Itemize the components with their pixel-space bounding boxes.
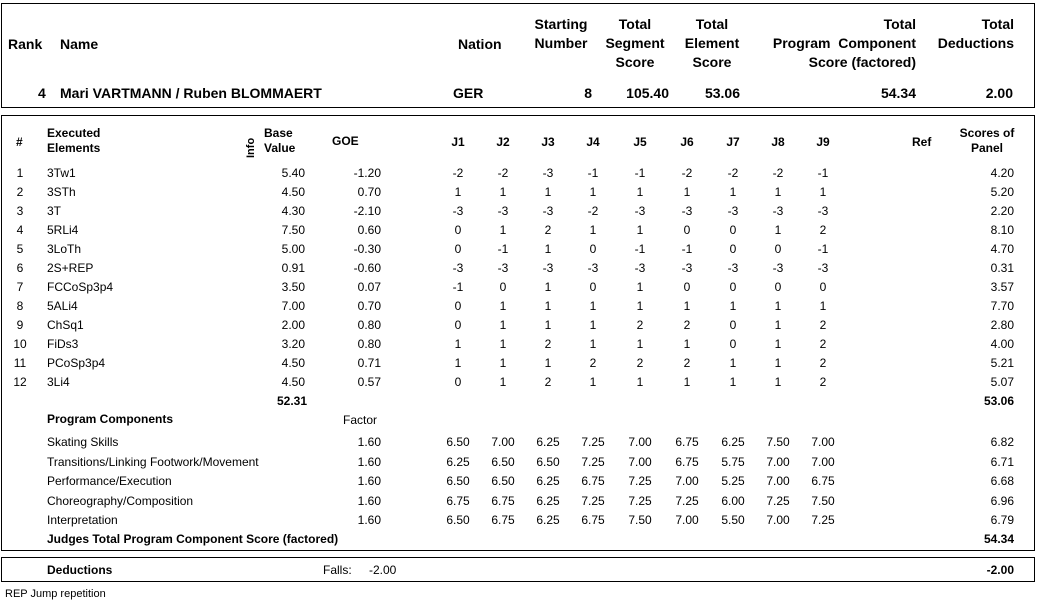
element-panel: 2.20	[990, 204, 1014, 218]
element-goe: -0.30	[353, 242, 381, 256]
pc-panel: 6.82	[990, 435, 1014, 449]
pc-judge-4: 7.25	[581, 493, 605, 508]
element-num: 10	[13, 337, 27, 351]
element-judge-7: 1	[729, 185, 737, 199]
element-judge-7: -3	[727, 261, 739, 275]
element-judge-2: -3	[497, 204, 509, 218]
pc-row	[0, 471, 1033, 491]
element-judge-1: -2	[452, 166, 464, 180]
element-base: 4.50	[281, 185, 305, 199]
element-name: 3Li4	[47, 375, 70, 389]
element-judge-8: 0	[774, 242, 782, 256]
element-row	[0, 278, 1033, 297]
pc-judge-7: 6.00	[721, 493, 745, 508]
judges-total-label: Judges Total Program Component Score (factored)	[47, 532, 339, 546]
element-name: 5RLi4	[47, 223, 79, 237]
element-name: 3T	[47, 204, 62, 218]
element-judge-8: -3	[772, 204, 784, 218]
element-name: 3LoTh	[47, 242, 82, 256]
pc-row	[0, 510, 1033, 530]
element-judge-1: -1	[452, 280, 464, 294]
total-segment-label: Total Segment Score	[605, 16, 665, 70]
element-judge-4: 1	[589, 337, 597, 351]
element-base: 4.30	[281, 204, 305, 218]
element-row	[0, 373, 1033, 392]
pc-judge-7: 6.25	[721, 435, 745, 449]
pc-judge-1: 6.50	[446, 474, 470, 488]
falls-label: Falls:	[323, 563, 352, 577]
element-judge-2: -2	[497, 166, 509, 180]
element-judge-7: 1	[729, 375, 737, 389]
element-judge-9: -1	[817, 242, 829, 256]
num-header: #	[16, 135, 23, 149]
element-goe: -0.60	[353, 261, 381, 275]
pc-judge-5: 7.25	[628, 493, 652, 508]
element-judge-6: 1	[683, 337, 691, 351]
element-judge-9: 1	[819, 299, 827, 313]
pc-judge-3: 6.25	[536, 474, 560, 488]
deductions-box	[1, 557, 1035, 582]
element-judge-1: 0	[454, 242, 462, 256]
element-panel: 7.70	[990, 299, 1014, 313]
goe-header: GOE	[332, 134, 359, 148]
element-base: 4.50	[281, 375, 305, 389]
element-num: 11	[13, 356, 27, 370]
element-judge-6: 2	[683, 356, 691, 370]
element-base: 3.20	[281, 337, 305, 351]
pc-row	[0, 491, 1033, 511]
element-judge-6: -3	[681, 204, 693, 218]
element-num: 8	[16, 299, 24, 313]
deductions-total: -2.00	[986, 563, 1014, 577]
pc-factor: 1.60	[357, 493, 381, 508]
judge-header-2: J2	[496, 135, 510, 149]
pc-judge-9: 7.50	[811, 493, 835, 508]
pc-judge-2: 6.75	[491, 513, 515, 527]
pc-judge-8: 7.00	[766, 513, 790, 527]
pc-row	[0, 432, 1033, 452]
deductions-label: Deductions	[47, 563, 113, 577]
pc-judge-8: 7.00	[766, 454, 790, 469]
pc-judge-2: 7.00	[491, 435, 515, 449]
element-goe: -2.10	[353, 204, 381, 218]
element-judge-4: 1	[589, 223, 597, 237]
scores-of-panel-header: Scores of Panel	[959, 126, 1015, 155]
element-base: 7.00	[281, 299, 305, 313]
element-name: FiDs3	[47, 337, 79, 351]
element-goe: 0.70	[357, 185, 381, 199]
element-judge-5: -1	[634, 166, 646, 180]
element-judge-3: 1	[544, 242, 552, 256]
element-goe: 0.71	[357, 356, 381, 370]
element-goe: 0.80	[357, 337, 381, 351]
pc-factor: 1.60	[357, 435, 381, 449]
pc-judge-5: 7.00	[628, 435, 652, 449]
element-judge-1: 0	[454, 375, 462, 389]
base-value-header: Base Value	[264, 126, 296, 155]
element-judge-9: 2	[819, 337, 827, 351]
pc-factor: 1.60	[357, 513, 381, 527]
element-judge-6: 2	[683, 318, 691, 332]
footnote: REP Jump repetition	[5, 588, 106, 600]
pc-judge-8: 7.00	[766, 474, 790, 488]
element-judge-9: 2	[819, 356, 827, 370]
element-judge-9: -3	[817, 204, 829, 218]
element-goe: 0.57	[357, 375, 381, 389]
element-judge-5: 1	[636, 299, 644, 313]
pc-judge-9: 7.25	[811, 513, 835, 527]
pc-judge-5: 7.25	[628, 474, 652, 488]
element-judge-1: 1	[454, 185, 462, 199]
element-judge-6: 1	[683, 185, 691, 199]
element-base: 5.00	[281, 242, 305, 256]
pc-judge-7: 5.25	[721, 474, 745, 488]
element-panel: 5.21	[990, 356, 1014, 370]
element-num: 6	[16, 261, 24, 275]
element-panel: 4.70	[990, 242, 1014, 256]
pc-judge-6: 6.75	[675, 454, 699, 469]
element-panel: 5.20	[990, 185, 1014, 199]
element-judge-4: 1	[589, 299, 597, 313]
element-judge-4: 0	[589, 242, 597, 256]
element-judge-5: -3	[634, 261, 646, 275]
element-judge-4: 0	[589, 280, 597, 294]
element-judge-4: 2	[589, 356, 597, 370]
element-judge-6: 0	[683, 223, 691, 237]
element-judge-2: 1	[499, 223, 507, 237]
element-name: FCCoSp3p4	[47, 280, 114, 294]
element-base: 7.50	[281, 223, 305, 237]
total-deductions-label: Total Deductions	[937, 16, 1014, 51]
pc-judge-6: 7.25	[675, 493, 699, 508]
element-judge-5: 2	[636, 318, 644, 332]
pc-judge-2: 6.75	[491, 493, 515, 508]
skater-rank: 4	[38, 85, 46, 101]
nation-label: Nation	[458, 36, 502, 52]
element-judge-5: -1	[634, 242, 646, 256]
judge-header-9: J9	[816, 135, 830, 149]
judge-header-5: J5	[633, 135, 647, 149]
element-judge-6: 0	[683, 280, 691, 294]
element-judge-9: 2	[819, 318, 827, 332]
element-judge-6: -2	[681, 166, 693, 180]
skater-total-element: 53.06	[704, 85, 740, 101]
element-judge-7: -2	[727, 166, 739, 180]
element-judge-9: 2	[819, 375, 827, 389]
judge-header-6: J6	[680, 135, 694, 149]
element-num: 3	[16, 204, 24, 218]
element-judge-5: 1	[636, 280, 644, 294]
judge-header-8: J8	[771, 135, 785, 149]
element-judge-2: -1	[497, 242, 509, 256]
judges-total-value: 54.34	[983, 532, 1014, 546]
element-judge-3: 1	[544, 280, 552, 294]
element-judge-8: 1	[774, 223, 782, 237]
element-num: 4	[16, 223, 24, 237]
element-judge-4: -3	[587, 261, 599, 275]
element-judge-8: 1	[774, 318, 782, 332]
element-judge-2: 0	[499, 280, 507, 294]
element-judge-7: 0	[729, 280, 737, 294]
element-judge-2: 1	[499, 375, 507, 389]
element-base: 4.50	[281, 356, 305, 370]
pc-judge-6: 7.00	[675, 474, 699, 488]
pc-judge-9: 7.00	[811, 454, 835, 469]
pc-name: Performance/Execution	[47, 474, 172, 488]
element-judge-8: 1	[774, 337, 782, 351]
element-base: 0.91	[281, 261, 305, 275]
falls-value: -2.00	[369, 563, 397, 577]
element-panel: 4.00	[990, 337, 1014, 351]
element-goe: 0.60	[357, 223, 381, 237]
element-row	[0, 183, 1033, 202]
element-panel: 5.07	[990, 375, 1014, 389]
pc-factor: 1.60	[357, 474, 381, 488]
pc-panel: 6.96	[990, 493, 1014, 508]
rank-label: Rank	[8, 36, 43, 52]
total-element-label: Total Element Score	[684, 16, 740, 70]
element-judge-5: 2	[636, 356, 644, 370]
element-panel: 4.20	[990, 166, 1014, 180]
starting-number-label: Starting Number	[534, 16, 588, 51]
judge-header-4: J4	[586, 135, 600, 149]
pc-panel: 6.71	[990, 454, 1014, 469]
info-header: Info	[245, 137, 257, 158]
element-row	[0, 221, 1033, 240]
element-name: ChSq1	[47, 318, 84, 332]
element-judge-4: -1	[587, 166, 599, 180]
element-judge-3: -3	[542, 166, 554, 180]
skater-total-pcs: 54.34	[880, 85, 916, 101]
element-judge-2: 1	[499, 318, 507, 332]
pc-judge-9: 7.00	[811, 435, 835, 449]
element-row	[0, 354, 1033, 373]
element-judge-6: 1	[683, 299, 691, 313]
skater-starting-number: 8	[584, 85, 592, 101]
element-judge-5: 1	[636, 223, 644, 237]
executed-elements-header: Executed Elements	[47, 126, 101, 155]
element-judge-8: 1	[774, 185, 782, 199]
element-row	[0, 297, 1033, 316]
program-components-title: Program Components	[47, 412, 174, 426]
pc-name: Skating Skills	[47, 435, 119, 449]
pc-judge-8: 7.50	[766, 435, 790, 449]
element-judge-8: 0	[774, 280, 782, 294]
element-judge-2: 1	[499, 356, 507, 370]
element-judge-8: -2	[772, 166, 784, 180]
element-base: 2.00	[281, 318, 305, 332]
element-judge-7: 0	[729, 318, 737, 332]
element-judge-5: 1	[636, 185, 644, 199]
pc-judge-8: 7.25	[766, 493, 790, 508]
pc-name: Choreography/Composition	[47, 493, 194, 508]
element-judge-1: -3	[452, 204, 464, 218]
element-panel: 8.10	[990, 223, 1014, 237]
pc-judge-3: 6.25	[536, 513, 560, 527]
element-name: 3STh	[47, 185, 76, 199]
pc-factor: 1.60	[357, 454, 381, 469]
element-judge-6: -3	[681, 261, 693, 275]
pc-judge-3: 6.25	[536, 493, 560, 508]
element-goe: -1.20	[353, 166, 381, 180]
element-base: 3.50	[281, 280, 305, 294]
element-row	[0, 240, 1033, 259]
pc-panel: 6.79	[990, 513, 1014, 527]
total-pcs-label: Total Program Component Score (factored)	[772, 16, 916, 70]
element-panel: 0.31	[990, 261, 1014, 275]
element-name: 2S+REP	[47, 261, 94, 275]
pc-judge-3: 6.25	[536, 435, 560, 449]
element-row	[0, 316, 1033, 335]
element-name: 5ALi4	[47, 299, 78, 313]
pc-judge-3: 6.50	[536, 454, 560, 469]
element-judge-3: -3	[542, 204, 554, 218]
element-judge-8: 1	[774, 375, 782, 389]
panel-total: 53.06	[983, 394, 1014, 408]
pc-judge-1: 6.50	[446, 435, 470, 449]
pc-judge-2: 6.50	[491, 454, 515, 469]
element-judge-9: -3	[817, 261, 829, 275]
pc-judge-1: 6.75	[446, 493, 470, 508]
pc-judge-1: 6.50	[446, 513, 470, 527]
element-judge-8: 1	[774, 299, 782, 313]
element-judge-1: 0	[454, 223, 462, 237]
element-goe: 0.07	[357, 280, 381, 294]
element-num: 1	[16, 166, 24, 180]
element-judge-7: 1	[729, 299, 737, 313]
element-judge-5: 1	[636, 337, 644, 351]
element-judge-4: 1	[589, 318, 597, 332]
element-judge-8: 1	[774, 356, 782, 370]
element-panel: 3.57	[990, 280, 1014, 294]
element-judge-2: 1	[499, 185, 507, 199]
pc-row	[0, 452, 1033, 472]
element-judge-3: 1	[544, 299, 552, 313]
skater-total-segment: 105.40	[626, 85, 669, 101]
element-num: 2	[16, 185, 24, 199]
skater-nation: GER	[453, 85, 484, 101]
element-judge-2: -3	[497, 261, 509, 275]
element-judge-7: 1	[729, 356, 737, 370]
element-judge-8: -3	[772, 261, 784, 275]
pc-judge-1: 6.25	[446, 454, 470, 469]
element-judge-7: -3	[727, 204, 739, 218]
element-judge-9: 0	[819, 280, 827, 294]
element-judge-5: 1	[636, 375, 644, 389]
element-judge-3: 1	[544, 356, 552, 370]
element-judge-7: 0	[729, 337, 737, 351]
factor-label: Factor	[343, 413, 378, 427]
element-name: PCoSp3p4	[47, 356, 106, 370]
element-base: 5.40	[281, 166, 305, 180]
pc-judge-7: 5.75	[721, 454, 745, 469]
base-total: 52.31	[276, 394, 307, 408]
element-judge-6: 1	[683, 375, 691, 389]
element-goe: 0.70	[357, 299, 381, 313]
pc-judge-4: 6.75	[581, 474, 605, 488]
element-judge-9: 1	[819, 185, 827, 199]
element-judge-9: 2	[819, 223, 827, 237]
element-num: 7	[16, 280, 24, 294]
ref-header: Ref	[912, 135, 932, 149]
pc-judge-6: 7.00	[675, 513, 699, 527]
pc-judge-7: 5.50	[721, 513, 745, 527]
pc-name: Interpretation	[47, 513, 118, 527]
judge-header-3: J3	[541, 135, 555, 149]
pc-judge-2: 6.50	[491, 474, 515, 488]
pc-judge-4: 6.75	[581, 513, 605, 527]
judge-header-1: J1	[451, 135, 465, 149]
pc-judge-9: 6.75	[811, 474, 835, 488]
element-row	[0, 164, 1033, 183]
element-judge-1: 0	[454, 318, 462, 332]
skater-name: Mari VARTMANN / Ruben BLOMMAERT	[60, 85, 322, 101]
element-judge-6: -1	[681, 242, 693, 256]
pc-judge-6: 6.75	[675, 435, 699, 449]
element-judge-7: 0	[729, 223, 737, 237]
element-judge-2: 1	[499, 337, 507, 351]
element-judge-1: 1	[454, 356, 462, 370]
element-num: 12	[13, 375, 27, 389]
judge-header-7: J7	[726, 135, 740, 149]
element-judge-7: 0	[729, 242, 737, 256]
pc-panel: 6.68	[990, 474, 1014, 488]
element-judge-4: -2	[587, 204, 599, 218]
element-row	[0, 335, 1033, 354]
pc-judge-5: 7.50	[628, 513, 652, 527]
element-judge-9: -1	[817, 166, 829, 180]
element-judge-2: 1	[499, 299, 507, 313]
name-label: Name	[60, 36, 99, 52]
element-judge-3: 2	[544, 223, 552, 237]
element-row	[0, 202, 1033, 221]
element-judge-3: 2	[544, 337, 552, 351]
element-num: 5	[16, 242, 24, 256]
element-row	[0, 259, 1033, 278]
element-judge-3: 1	[544, 185, 552, 199]
element-name: 3Tw1	[47, 166, 76, 180]
element-judge-3: 1	[544, 318, 552, 332]
element-judge-5: -3	[634, 204, 646, 218]
element-panel: 2.80	[990, 318, 1014, 332]
element-judge-4: 1	[589, 375, 597, 389]
element-judge-1: -3	[452, 261, 464, 275]
pc-judge-4: 7.25	[581, 435, 605, 449]
element-judge-1: 0	[454, 299, 462, 313]
skater-total-deductions: 2.00	[985, 85, 1013, 101]
pc-judge-4: 7.25	[581, 454, 605, 469]
element-judge-3: 2	[544, 375, 552, 389]
pc-name: Transitions/Linking Footwork/Movement	[47, 454, 259, 469]
element-goe: 0.80	[357, 318, 381, 332]
element-judge-4: 1	[589, 185, 597, 199]
pc-judge-5: 7.00	[628, 454, 652, 469]
element-judge-1: 1	[454, 337, 462, 351]
element-num: 9	[16, 318, 24, 332]
element-judge-3: -3	[542, 261, 554, 275]
